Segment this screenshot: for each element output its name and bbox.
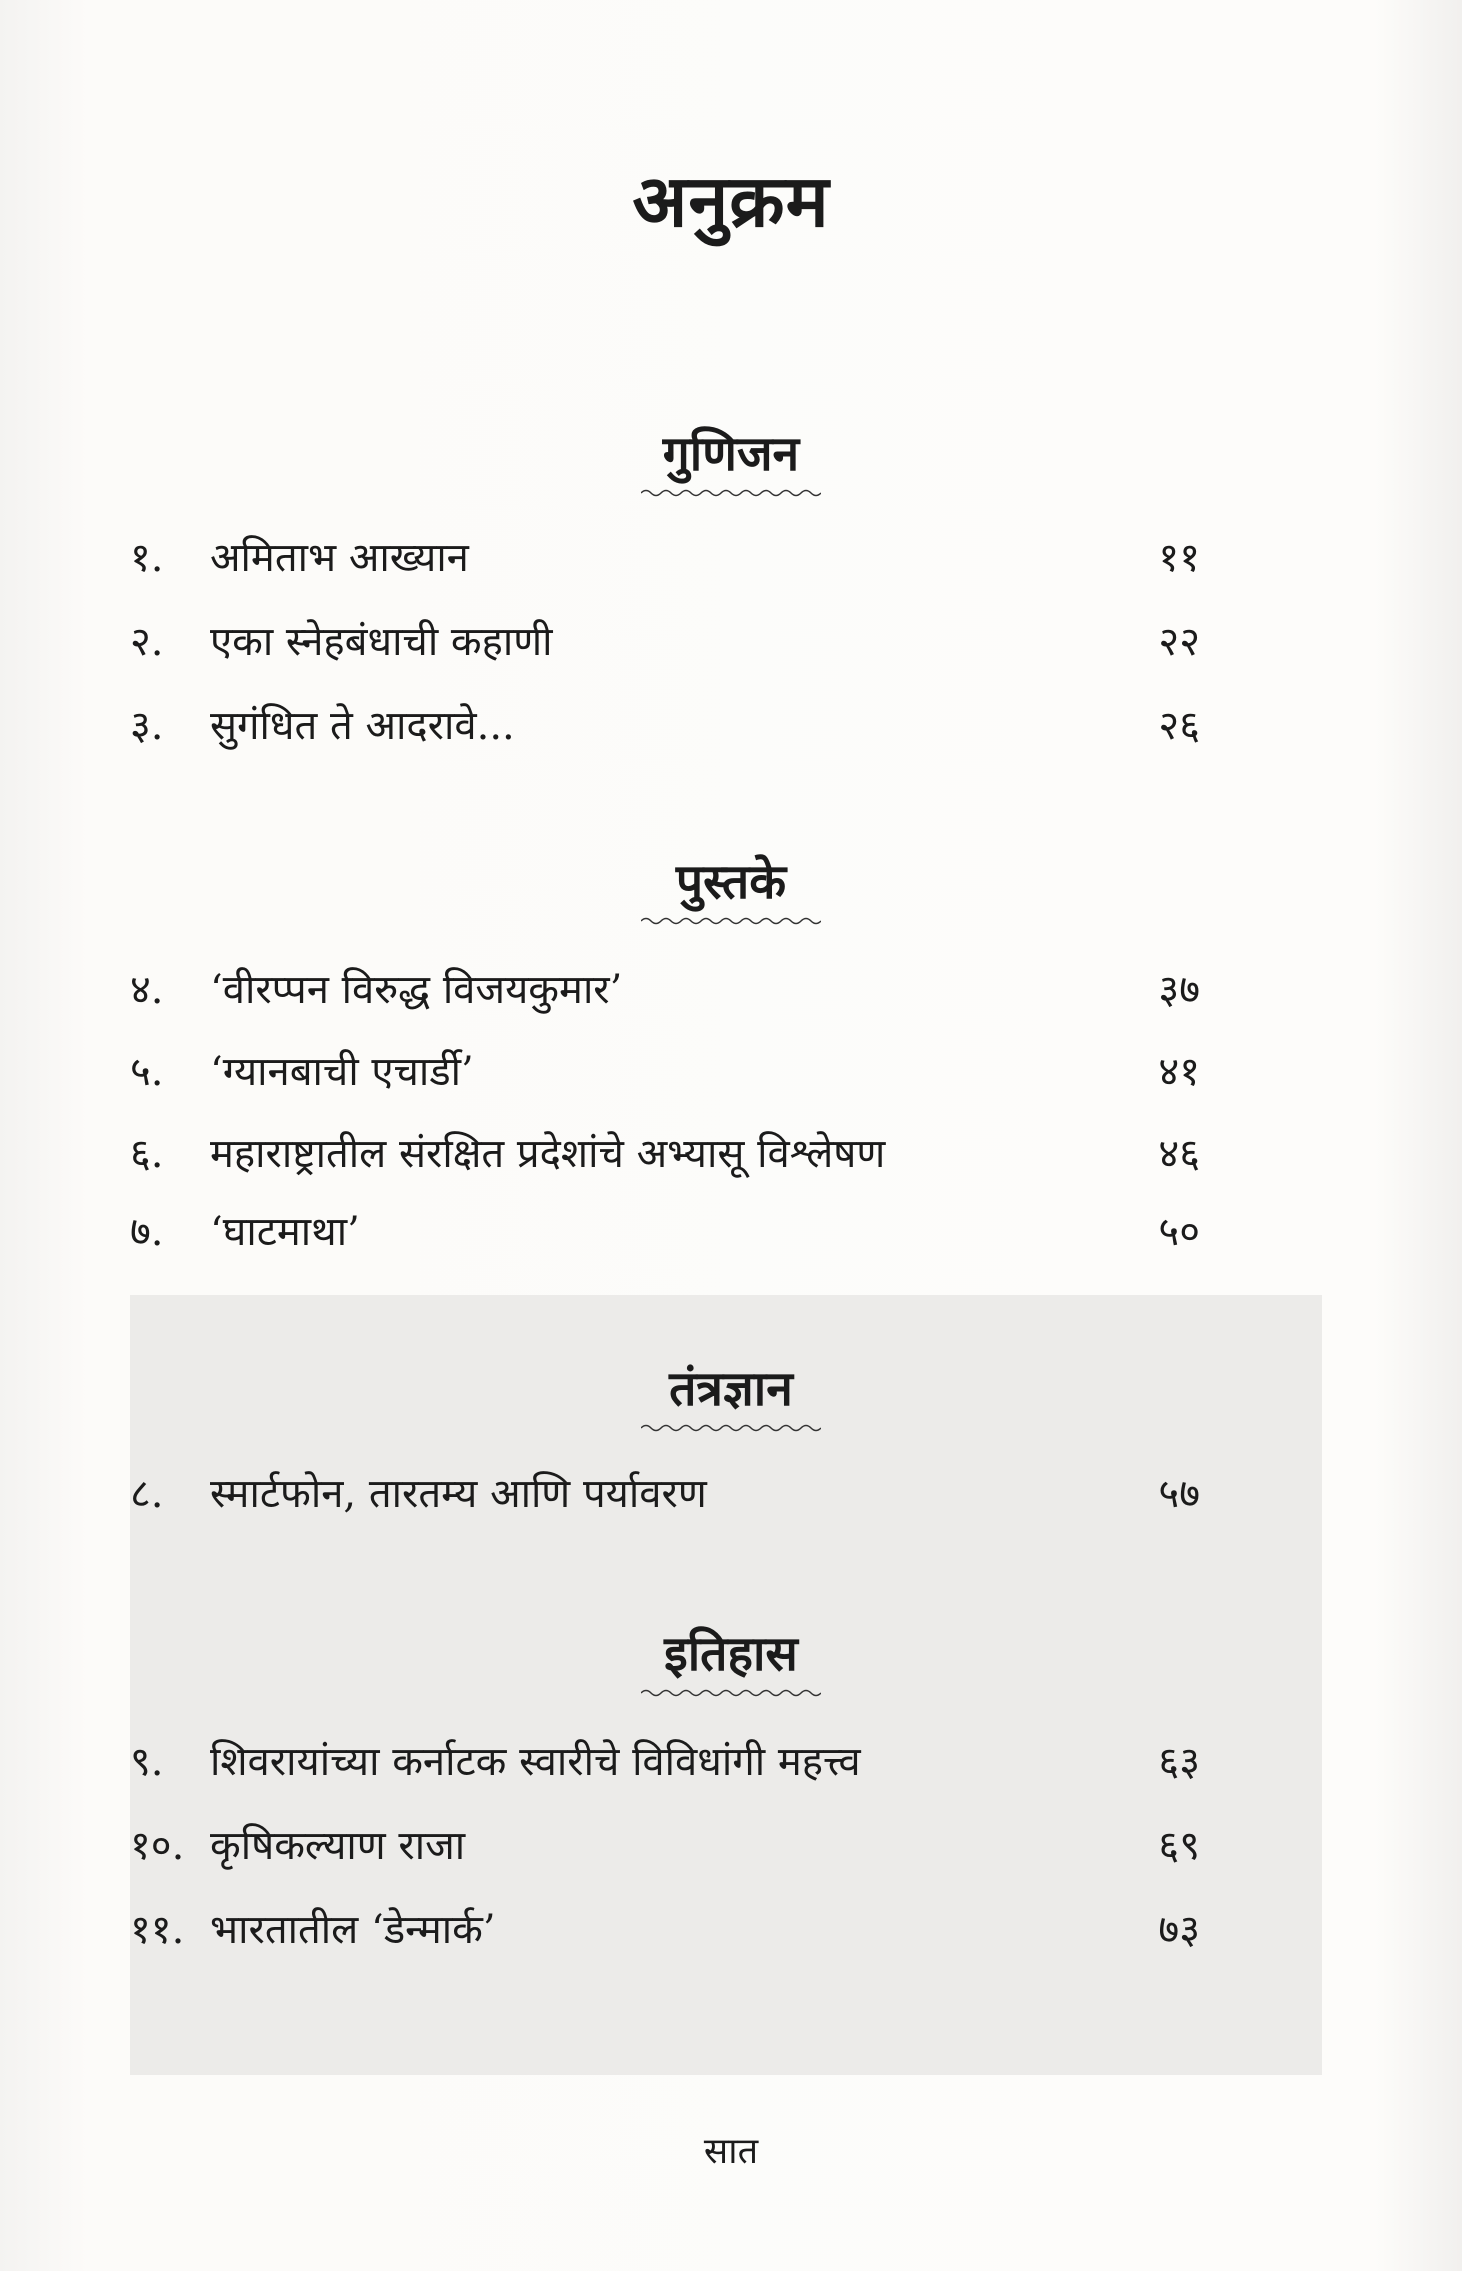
entry-page: २२ xyxy=(1158,619,1200,665)
entry-page: ६३ xyxy=(1158,1739,1200,1785)
section-heading-gunijan xyxy=(0,420,1462,499)
toc-entry[interactable] xyxy=(130,1814,1200,1878)
page-title: अनुक्रम xyxy=(632,158,830,243)
toc-entry[interactable] xyxy=(130,1730,1200,1794)
entry-number: ५. xyxy=(130,1049,164,1095)
section-heading-itihas xyxy=(0,1620,1462,1699)
entry-page: ४६ xyxy=(1158,1131,1200,1177)
entry-title: महाराष्ट्रातील संरक्षित प्रदेशांचे अभ्यासू विश्लेषण xyxy=(210,1131,886,1177)
entry-title: शिवरायांच्या कर्नाटक स्वारीचे विविधांगी महत्त्व xyxy=(210,1739,861,1785)
entry-title: स्मार्टफोन, तारतम्य आणि पर्यावरण xyxy=(210,1471,707,1517)
entry-page: ५० xyxy=(1158,1209,1200,1255)
entry-title: अमिताभ आख्यान xyxy=(210,535,469,581)
entry-title: भारतातील ‘डेन्मार्क’ xyxy=(210,1907,496,1953)
toc-entry[interactable] xyxy=(130,1040,1200,1104)
wavy-underline-icon xyxy=(641,1687,821,1699)
section-heading-tantradnyan xyxy=(0,1355,1462,1434)
entry-page: २६ xyxy=(1158,703,1200,749)
section-heading-text: इतिहास xyxy=(664,1626,798,1682)
entry-number: १. xyxy=(130,535,164,581)
entry-number: १०. xyxy=(130,1823,185,1869)
entry-number: ७. xyxy=(130,1209,164,1255)
section-heading-text: गुणिजन xyxy=(662,426,800,482)
entry-number: ११. xyxy=(130,1907,185,1953)
toc-entry[interactable] xyxy=(130,1898,1200,1962)
toc-entry[interactable] xyxy=(130,610,1200,674)
wavy-underline-icon xyxy=(641,487,821,499)
entry-title: ‘ग्यानबाची एचार्डी’ xyxy=(210,1049,474,1095)
entry-page: ४१ xyxy=(1158,1049,1200,1095)
section-heading-text: तंत्रज्ञान xyxy=(669,1361,793,1417)
wavy-underline-icon xyxy=(641,915,821,927)
section-heading-text: पुस्तके xyxy=(675,854,787,910)
toc-entry[interactable] xyxy=(130,526,1200,590)
toc-entry[interactable] xyxy=(130,694,1200,758)
toc-entry[interactable] xyxy=(130,958,1200,1022)
entry-number: ८. xyxy=(130,1471,164,1517)
entry-number: ६. xyxy=(130,1131,164,1177)
entry-number: ३. xyxy=(130,703,164,749)
entry-page: ७३ xyxy=(1158,1907,1200,1953)
entry-number: ४. xyxy=(130,967,164,1013)
entry-page: ६९ xyxy=(1158,1823,1200,1869)
entry-number: २. xyxy=(130,619,164,665)
entry-title: ‘वीरप्पन विरुद्ध विजयकुमार’ xyxy=(210,967,623,1013)
wavy-underline-icon xyxy=(641,1422,821,1434)
entry-number: ९. xyxy=(130,1739,164,1785)
page-number-footer: सात xyxy=(703,2131,759,2172)
entry-title: सुगंधित ते आदरावे... xyxy=(210,703,515,749)
entry-title: कृषिकल्याण राजा xyxy=(210,1823,466,1869)
entry-page: ३७ xyxy=(1158,967,1200,1013)
section-heading-pustake xyxy=(0,848,1462,927)
entry-page: ५७ xyxy=(1158,1471,1200,1517)
entry-title: ‘घाटमाथा’ xyxy=(210,1209,360,1255)
toc-entry[interactable] xyxy=(130,1122,1200,1186)
toc-entry[interactable] xyxy=(130,1462,1200,1526)
toc-entry[interactable] xyxy=(130,1200,1200,1264)
entry-title: एका स्नेहबंधाची कहाणी xyxy=(210,619,553,665)
entry-page: ११ xyxy=(1158,535,1200,581)
